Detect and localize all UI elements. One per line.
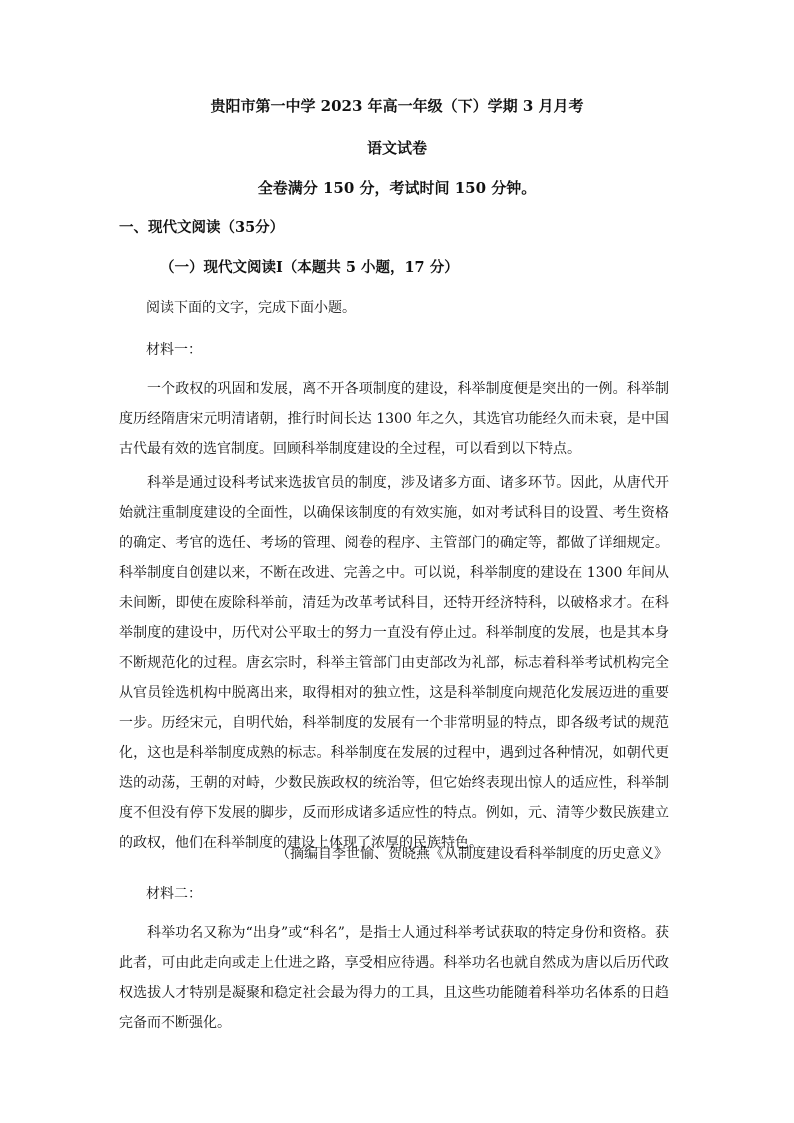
exam-title: 贵阳市第一中学 2023 年高一年级（下）学期 3 月月考 — [210, 97, 584, 115]
material2-paragraph: 科举功名又称为“出身”或“科名”，是指士人通过科举考试获取的特定身份和资格。获此者，可由此走向或走上仕进之路，享受相应待遇。科举功名也就自然成为唐以后历代政权选拔人才特别是凝聚和稳定社会最为得力的工具，且这些功能随着科举功名体系的日趋完备而不断强化。 — [119, 925, 669, 1031]
material1-paragraph: 科举是通过设科考试来选拔官员的制度，涉及诸多方面、诸多环节。因此，从唐代开始就注重制度建设的全面性，以确保该制度的有效实施，如对考试科目的设置、考生资格的确定、考官的选任、考场的管理、阅卷的程序、主管部门的确定等，都做了详细规定。科举制度自创建以来，不断在改进、完善之中。可以说，科举制度的建设在 1300 年间从未间断，即使在废除科举前，清廷为改革考试科目，还特开经济特科，以破格求才。在科举制度的建设中，历代对公平取士的努力一直没有停止过。科举制度的发展，也是其本身不断规范化的过程。唐玄宗时，科举主管部门由吏部改为礼部，标志着科举考试机构完全从官员铨选机构中脱离出来，取得相对的独立性，这是科举制度向规范化发展迈进的重要一步。历经宋元，自明代始，科举制度的发展有一个非常明显的特点，即各级考试的规范化，这也是科举制度成熟的标志。科举制度在发展的过程中，遇到过各种情况，如朝代更迭的动荡，王朝的对峙，少数民族政权的统治等，但它始终表现出惊人的适应性，科举制度不但没有停下发展的脚步，反而形成诸多适应性的特点。例如，元、清等少数民族建立的政权，他们在科举制度的建设上体现了浓厚的民族特色。 — [119, 475, 669, 851]
section-heading: 一、现代文阅读（35分） — [119, 219, 285, 236]
material1-label: 材料一： — [146, 342, 202, 358]
subject-title: 语文试卷 — [366, 139, 427, 157]
material1-source: （摘编自李世愉、贺晓燕《从制度建设看科举制度的历史意义》 — [276, 846, 668, 862]
exam-info: 全卷满分 150 分，考试时间 150 分钟。 — [257, 179, 537, 197]
subsection-heading: （一）现代文阅读Ⅰ（本题共 5 小题，17 分） — [160, 259, 459, 276]
material2-label: 材料二： — [146, 886, 202, 902]
material1-paragraph: 一个政权的巩固和发展，离不开各项制度的建设，科举制度便是突出的一例。科举制度历经隋唐宋元明清诸朝，推行时间长达 1300 年之久，其选官功能经久而未衰，是中国古代最有效的选官制度。回顾科举制度建设的全过程，可以看到以下特点。 — [119, 381, 669, 457]
instruction-text: 阅读下面的文字，完成下面小题。 — [146, 300, 356, 316]
